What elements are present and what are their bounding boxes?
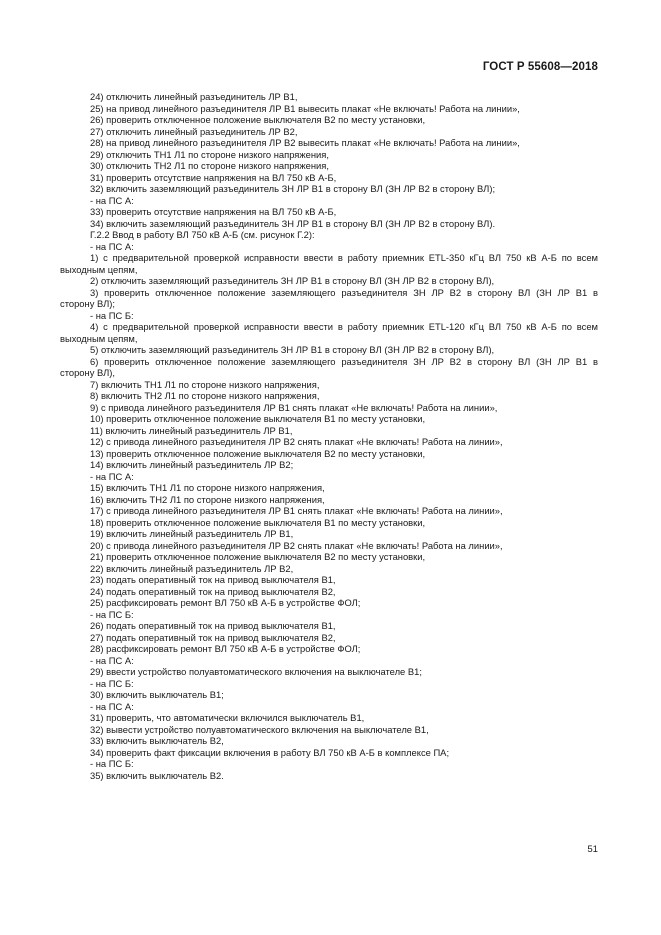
- text-line: 26) проверить отключенное положение выключателя В2 по месту установки,: [90, 114, 426, 125]
- text-line: сторону ВЛ);: [60, 298, 116, 309]
- text-line: - на ПС А:: [90, 470, 134, 482]
- text-line: 18) проверить отключенное положение выключателя В1 по месту установки,: [90, 516, 426, 528]
- text-line: - на ПС А:: [90, 700, 134, 712]
- text-line: 25) расфиксировать ремонт ВЛ 750 кВ А-Б в устройстве ФОЛ;: [90, 597, 361, 608]
- text-line: 14) включить линейный разъединитель ЛР В2;: [90, 459, 294, 470]
- text-line: 4) с предварительной проверкой исправности ввести в работу приемник ETL-120 кГц ВЛ 750 кВ А-Б по всем: [90, 321, 598, 332]
- text-line: 31) проверить, что автоматически включился выключатель В1,: [90, 712, 365, 723]
- text-line: 1) с предварительной проверкой исправности ввести в работу приемник ETL-350 кГц ВЛ 750 кВ А-Б по всем: [90, 252, 598, 263]
- text-line: сторону ВЛ),: [60, 367, 116, 378]
- text-line: 34) проверить факт фиксации включения в работу ВЛ 750 кВ А-Б в комплексе ПА;: [90, 746, 450, 758]
- text-line: 33) проверить отсутствие напряжения на ВЛ 750 кВ А-Б,: [90, 206, 337, 217]
- text-line: 32) вывести устройство полуавтоматического включения на выключателе В1,: [90, 723, 429, 735]
- text-line: 21) проверить отключенное положение выключателя В2 по месту установки,: [90, 551, 426, 562]
- document-body: [60, 91, 598, 781]
- text-line: 6) проверить отключенное положение заземляющего разъединителя ЗН ЛР В2 в сторону ВЛ (ЗН ЛР В1 в: [90, 355, 598, 367]
- text-line: 9) с привода линейного разъединителя ЛР В1 снять плакат «Не включать! Работа на линии»,: [90, 401, 498, 413]
- text-line: - на ПС Б:: [90, 758, 134, 769]
- text-line: 28) на привод линейного разъединителя ЛР В2 вывесить плакат «Не включать! Работа на линии»,: [90, 137, 520, 148]
- text-line: 3) проверить отключенное положение заземляющего разъединителя ЗН ЛР В2 в сторону ВЛ (ЗН ЛР В1 в: [90, 286, 598, 298]
- text-line: 27) отключить линейный разъединитель ЛР В2,: [90, 125, 298, 137]
- text-line: 5) отключить заземляющий разъединитель ЗН ЛР В1 в сторону ВЛ (ЗН ЛР В2 в сторону ВЛ),: [90, 344, 495, 355]
- text-line: 24) отключить линейный разъединитель ЛР В1,: [90, 91, 298, 102]
- text-line: 35) включить выключатель В2.: [90, 769, 224, 781]
- text-line: 29) ввести устройство полуавтоматического включения на выключателе В1;: [90, 666, 422, 677]
- text-line: 27) подать оперативный ток на привод выключателя В2,: [90, 631, 336, 643]
- text-line: 29) отключить ТН1 Л1 по стороне низкого напряжения,: [90, 148, 329, 160]
- text-line: - на ПС Б:: [90, 677, 134, 689]
- text-line: 15) включить ТН1 Л1 по стороне низкого напряжения,: [90, 482, 325, 493]
- text-line: - на ПС А:: [90, 194, 134, 206]
- page-number: 51: [587, 844, 598, 855]
- text-line: 7) включить ТН1 Л1 по стороне низкого напряжения,: [90, 378, 320, 390]
- text-line: 8) включить ТН2 Л1 по стороне низкого напряжения,: [90, 390, 320, 401]
- text-line: - на ПС А:: [90, 654, 134, 666]
- text-line: 26) подать оперативный ток на привод выключателя В1,: [90, 620, 336, 631]
- text-line: 32) включить заземляющий разъединитель ЗН ЛР В1 в сторону ВЛ (ЗН ЛР В2 в сторону ВЛ);: [90, 183, 496, 194]
- text-line: - на ПС Б:: [90, 309, 134, 321]
- text-line: 13) проверить отключенное положение выключателя В2 по месту установки,: [90, 447, 426, 459]
- document-header-code: ГОСТ Р 55608—2018: [482, 61, 598, 73]
- text-line: выходным цепям,: [60, 263, 138, 275]
- text-line: 2) отключить заземляющий разъединитель ЗН ЛР В1 в сторону ВЛ (ЗН ЛР В2 в сторону ВЛ),: [90, 275, 495, 286]
- text-line: 34) включить заземляющий разъединитель ЗН ЛР В1 в сторону ВЛ (ЗН ЛР В2 в сторону ВЛ).: [90, 217, 496, 229]
- text-line: 30) включить выключатель В1;: [90, 689, 224, 700]
- text-line: 19) включить линейный разъединитель ЛР В1,: [90, 528, 294, 539]
- text-line: 11) включить линейный разъединитель ЛР В1,: [90, 424, 293, 436]
- text-line: Г.2.2 Ввод в работу ВЛ 750 кВ А-Б (см. рисунок Г.2):: [90, 229, 315, 240]
- text-line: - на ПС А:: [90, 240, 134, 252]
- text-line: 25) на привод линейного разъединителя ЛР В1 вывесить плакат «Не включать! Работа на линии»,: [90, 102, 520, 114]
- text-line: 10) проверить отключенное положение выключателя В1 по месту установки,: [90, 413, 426, 424]
- text-line: 20) с привода линейного разъединителя ЛР В2 снять плакат «Не включать! Работа на линии»,: [90, 539, 503, 551]
- text-line: 16) включить ТН2 Л1 по стороне низкого напряжения,: [90, 493, 325, 505]
- text-line: выходным цепям,: [60, 332, 138, 344]
- text-line: 28) расфиксировать ремонт ВЛ 750 кВ А-Б в устройстве ФОЛ;: [90, 643, 361, 654]
- text-line: 22) включить линейный разъединитель ЛР В2,: [90, 562, 294, 574]
- text-line: 33) включить выключатель В2,: [90, 735, 224, 746]
- text-line: 31) проверить отсутствие напряжения на ВЛ 750 кВ А-Б,: [90, 171, 337, 183]
- text-line: 17) с привода линейного разъединителя ЛР В1 снять плакат «Не включать! Работа на линии»,: [90, 505, 503, 516]
- text-line: 12) с привода линейного разъединителя ЛР В2 снять плакат «Не включать! Работа на линии»,: [90, 436, 503, 447]
- text-line: 30) отключить ТН2 Л1 по стороне низкого напряжения,: [90, 160, 329, 171]
- text-line: - на ПС Б:: [90, 608, 134, 620]
- text-line: 23) подать оперативный ток на привод выключателя В1,: [90, 574, 336, 585]
- text-line: 24) подать оперативный ток на привод выключателя В2,: [90, 585, 336, 597]
